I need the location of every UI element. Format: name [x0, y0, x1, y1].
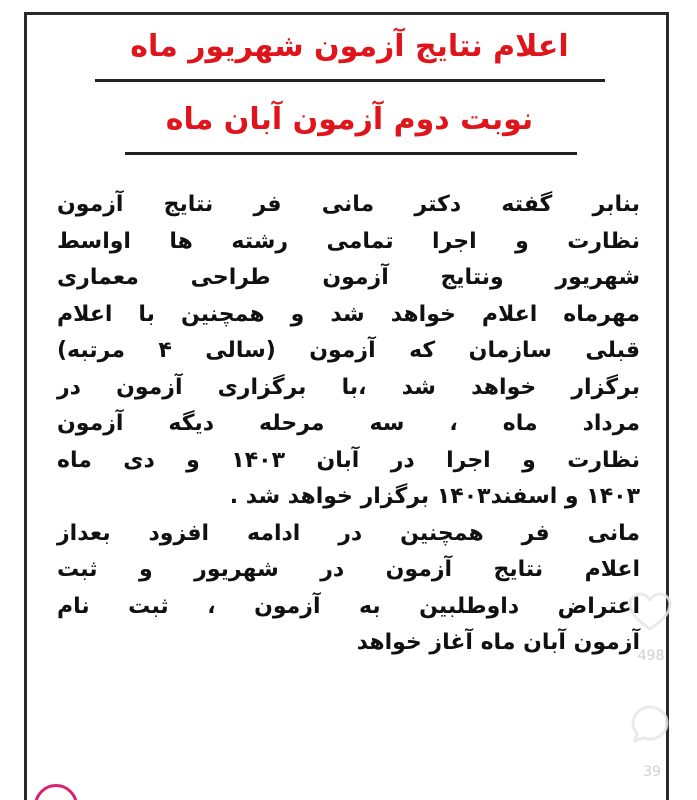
- body-line: بنابر گفته دکتر مانی فر نتایج آزمون: [57, 192, 640, 217]
- comment-icon[interactable]: [630, 704, 670, 744]
- like-count: 498: [637, 648, 665, 664]
- headline-underline-1: [95, 79, 605, 82]
- announcement-frame: [24, 12, 669, 800]
- body-line: مرداد ماه ، سه مرحله دیگه آزمون: [57, 411, 640, 436]
- headline-line-2: نوبت دوم آزمون آبان ماه: [165, 102, 534, 137]
- body-line: نظارت و اجرا تمامی رشته ها اواسط: [57, 228, 640, 254]
- body-line: شهریور ونتایج آزمون طراحی معماری: [57, 265, 640, 290]
- body-line: قبلی سازمان که آزمون (سالی ۴ مرتبه): [57, 338, 640, 363]
- body-line: آزمون آبان ماه آغاز خواهد: [356, 630, 640, 655]
- body-line: اعلام نتایج آزمون در شهریور و ثبت: [57, 557, 640, 582]
- body-line: مانی فر همچنین در ادامه افزود بعداز: [57, 520, 640, 546]
- body-line: اعتراض داوطلبین به آزمون ، ثبت نام: [57, 593, 640, 619]
- body-line: نظارت و اجرا در آبان ۱۴۰۳ و دی ماه: [57, 447, 640, 473]
- body-line: برگزار خواهد شد ،با برگزاری آزمون در: [57, 374, 640, 400]
- body-line: مهرماه اعلام خواهد شد و همچنین با اعلام: [57, 301, 640, 327]
- comment-count: 39: [643, 764, 661, 780]
- headline-underline-2: [125, 152, 577, 155]
- heart-icon[interactable]: [628, 592, 672, 632]
- headline-line-1: اعلام نتایج آزمون شهریور ماه: [130, 29, 569, 64]
- body-line: ۱۴۰۳ و اسفند۱۴۰۳ برگزار خواهد شد .: [229, 484, 640, 509]
- announcement-body: [57, 187, 640, 662]
